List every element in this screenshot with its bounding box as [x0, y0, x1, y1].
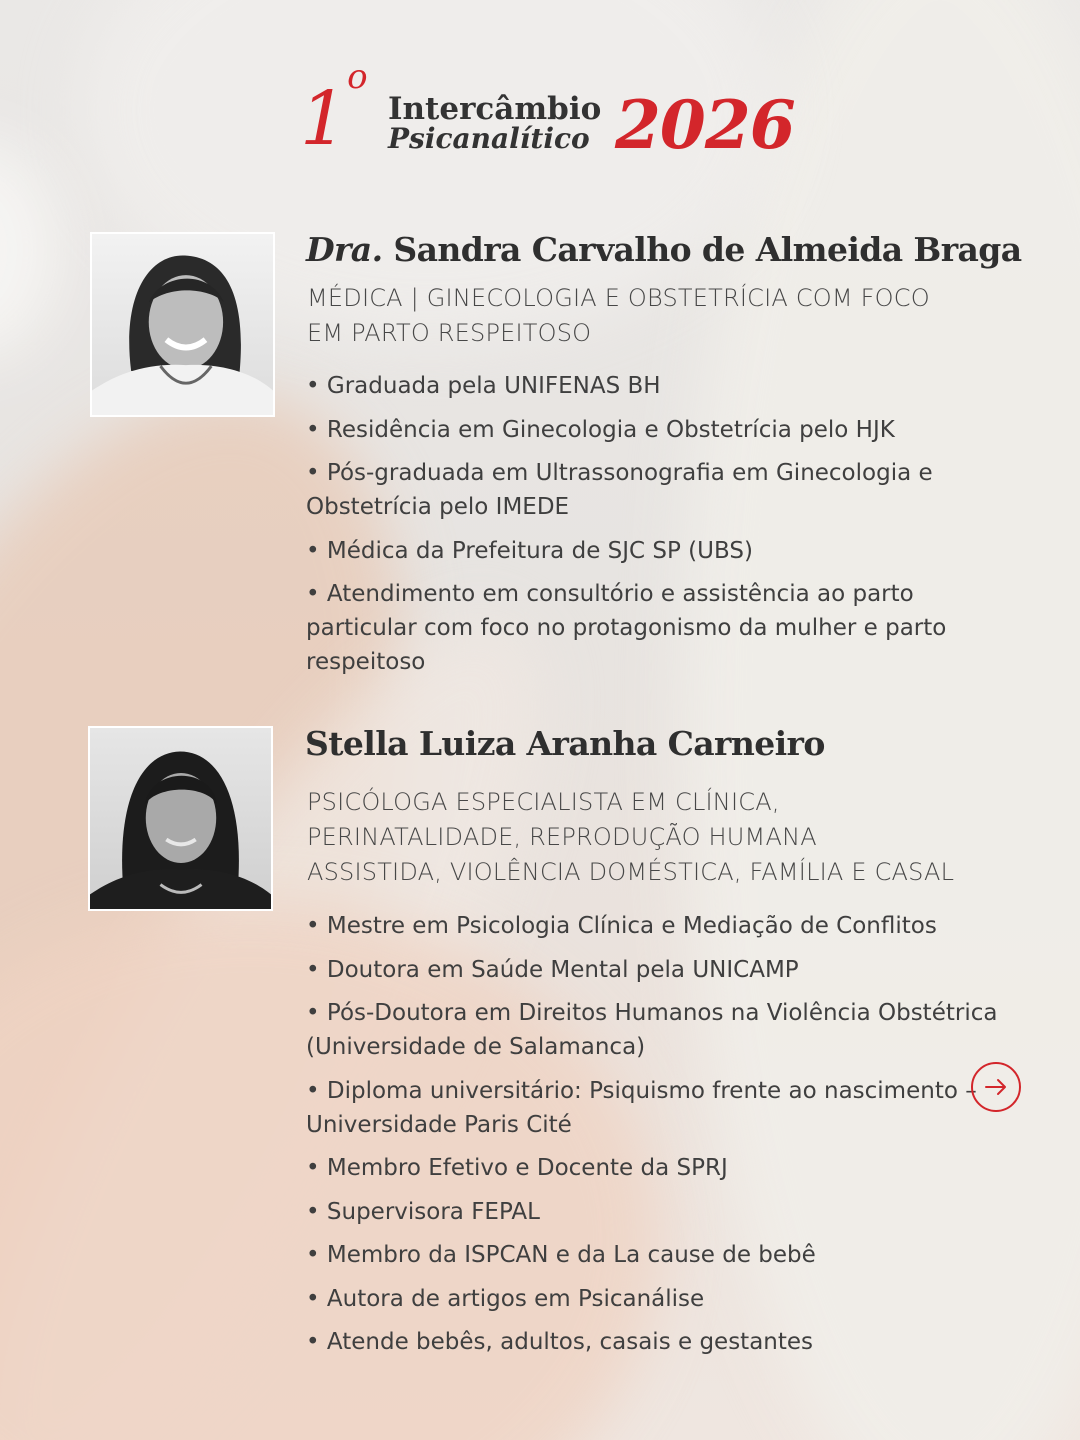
speaker-photo-stella — [88, 726, 273, 911]
header-year: 2026 — [615, 86, 795, 164]
credential-item: • Pós-graduada em Ultrassonografia em Ginecologia e Obstetrícia pelo IMEDE — [306, 456, 1006, 524]
credential-item: • Membro da ISPCAN e da La cause de bebê — [306, 1238, 1006, 1272]
speaker-name-sandra: Dra. Sandra Carvalho de Almeida Braga — [306, 230, 1022, 269]
header-number: 1$^o$ — [300, 57, 366, 162]
speaker-credentials-stella — [306, 909, 1006, 1369]
arrow-right-icon — [983, 1074, 1009, 1100]
credential-item: • Pós-Doutora em Direitos Humanos na Violência Obstétrica (Universidade de Salamanca) — [306, 996, 1006, 1064]
credential-item: • Membro Efetivo e Docente da SPRJ — [306, 1151, 1006, 1185]
speaker-name-stella: Stella Luiza Aranha Carneiro — [305, 724, 825, 763]
role-line: MÉDICA | GINECOLOGIA E OBSTETRÍCIA COM FOCO — [307, 284, 930, 312]
event-header — [300, 57, 800, 180]
header-line1: Intercâmbio — [388, 91, 602, 127]
credential-item: • Atendimento em consultório e assistência ao parto particular com foco no protagonismo da mulher e parto respeitoso — [306, 577, 1006, 679]
speaker-credentials-sandra — [306, 369, 1006, 689]
credential-item: • Graduada pela UNIFENAS BH — [306, 369, 1006, 403]
role-line: PSICÓLOGA ESPECIALISTA EM CLÍNICA, — [307, 788, 780, 816]
credential-item: • Autora de artigos em Psicanálise — [306, 1282, 1006, 1316]
speaker-role-stella — [307, 785, 1007, 890]
credential-item: • Residência em Ginecologia e Obstetrícia pelo HJK — [306, 413, 1006, 447]
header-ordinal: o — [347, 57, 366, 98]
credential-item: • Médica da Prefeitura de SJC SP (UBS) — [306, 534, 1006, 568]
role-line: EM PARTO RESPEITOSO — [307, 319, 592, 347]
role-line: ASSISTIDA, VIOLÊNCIA DOMÉSTICA, FAMÍLIA E CASAL — [307, 858, 955, 886]
credential-item: • Mestre em Psicologia Clínica e Mediação de Conflitos — [306, 909, 1006, 943]
header-line2: Psicanalítico — [388, 122, 590, 155]
speaker-photo-sandra — [90, 232, 275, 417]
header-title — [388, 91, 602, 155]
speaker-role-sandra — [307, 281, 1007, 351]
speaker-title: Dra. — [306, 230, 383, 269]
credential-item: • Atende bebês, adultos, casais e gestantes — [306, 1325, 1006, 1359]
role-line: PERINATALIDADE, REPRODUÇÃO HUMANA — [307, 823, 817, 851]
credential-item: • Doutora em Saúde Mental pela UNICAMP — [306, 953, 1006, 987]
next-slide-button[interactable] — [971, 1062, 1021, 1112]
credential-item: • Diploma universitário: Psiquismo frente ao nascimento – Universidade Paris Cité — [306, 1074, 1006, 1142]
credential-item: • Supervisora FEPAL — [306, 1195, 1006, 1229]
